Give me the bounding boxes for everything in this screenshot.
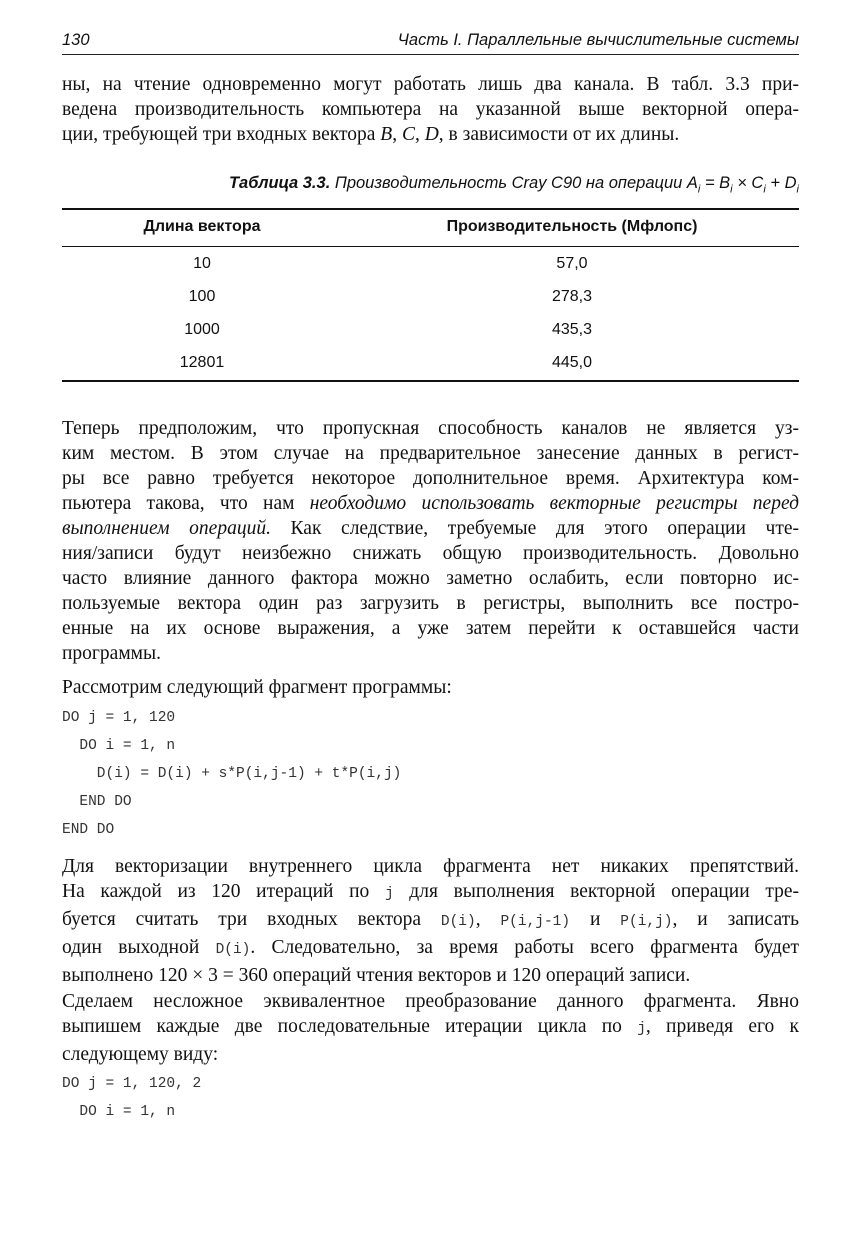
paragraph-vectorization bbox=[62, 854, 799, 988]
running-title: Часть I. Параллельные вычислительные системы bbox=[397, 31, 799, 49]
text-line: ции, требующей три входных вектора B, C, D, в зависимости от их длины. bbox=[62, 124, 680, 145]
code-line: D(i) = D(i) + s*P(i,j-1) + t*P(i,j) bbox=[62, 766, 402, 782]
paragraph-registers bbox=[62, 416, 799, 666]
text-line: енные на их основе выражения, а уже затем перейти к оставшейся части bbox=[62, 618, 799, 639]
text-line: выпишем каждые две последовательные итерации цикла по j, приведя его к bbox=[62, 1016, 799, 1037]
paragraph-consider bbox=[62, 675, 799, 700]
text-line: пользуемые вектора один раз загрузить в регистры, выполнить все постро- bbox=[62, 593, 799, 614]
text-line: программы. bbox=[62, 643, 161, 664]
text-line: следующему виду: bbox=[62, 1044, 219, 1065]
table-cell-length: 1000 bbox=[184, 321, 220, 338]
text-line: выполнено 120 × 3 = 360 операций чтения векторов и 120 операций записи. bbox=[62, 965, 691, 986]
text-line: часто влияние данного фактора можно заметно ослабить, если повторно ис- bbox=[62, 568, 799, 589]
code-line: END DO bbox=[62, 794, 132, 810]
caption-label: Таблица 3.3. bbox=[228, 174, 331, 192]
table-top-rule bbox=[62, 208, 799, 210]
table-cell-performance: 435,3 bbox=[551, 321, 593, 338]
table-caption bbox=[229, 174, 799, 195]
text-line: ры все равно требуется некоторое дополнительное время. Архитектура ком- bbox=[62, 468, 799, 489]
table-cell-performance: 445,0 bbox=[551, 354, 593, 371]
caption-formula: $A_i = B_i \times C_i + D_i$ bbox=[686, 174, 799, 196]
table-cell-length: 100 bbox=[188, 288, 216, 305]
text-line: Теперь предположим, что пропускная способность каналов не является уз- bbox=[62, 418, 799, 439]
table-header-rule bbox=[62, 246, 799, 247]
code-line: DO i = 1, n bbox=[62, 1104, 176, 1120]
text-line: выполнением операций. Как следствие, требуемые для этого операции чте- bbox=[62, 518, 799, 539]
column-header-length: Длина вектора bbox=[143, 218, 261, 235]
table-cell-performance: 278,3 bbox=[551, 288, 593, 305]
paragraph-transform bbox=[62, 989, 799, 1067]
table-cell-performance: 57,0 bbox=[556, 255, 588, 272]
text-line: ким местом. В этом случае на предварительное занесение данных в регист- bbox=[62, 443, 799, 464]
code-listing-1 bbox=[62, 710, 402, 838]
text-line: ны, на чтение одновременно могут работать лишь два канала. В табл. 3.3 при- bbox=[62, 74, 799, 95]
code-line: END DO bbox=[62, 822, 115, 838]
text-line: Сделаем несложное эквивалентное преобразование данного фрагмента. Явно bbox=[62, 991, 799, 1012]
paragraph-intro bbox=[62, 72, 799, 147]
table-bottom-rule bbox=[62, 380, 799, 382]
text-line: пьютера такова, что нам необходимо использовать векторные регистры перед bbox=[62, 493, 799, 514]
column-header-performance: Производительность (Мфлопс) bbox=[446, 218, 698, 235]
text-line: ния/записи будут неизбежно снижать общую производительность. Довольно bbox=[62, 543, 799, 564]
page-number: 130 bbox=[62, 31, 90, 49]
code-line: DO j = 1, 120, 2 bbox=[62, 1076, 202, 1092]
text-line: Рассмотрим следующий фрагмент программы: bbox=[62, 677, 452, 698]
running-header bbox=[62, 28, 799, 55]
code-line: DO j = 1, 120 bbox=[62, 710, 176, 726]
text-line: буется считать три входных вектора D(i), P(i,j-1) и P(i,j), и записать bbox=[62, 909, 800, 930]
code-line: DO i = 1, n bbox=[62, 738, 176, 754]
table-cell-length: 12801 bbox=[179, 354, 225, 371]
table-cell-length: 10 bbox=[193, 255, 211, 272]
text-line: один выходной D(i). Следовательно, за время работы всего фрагмента будет bbox=[62, 937, 799, 958]
code-listing-2 bbox=[62, 1076, 202, 1140]
caption-text: Производительность Cray C90 на операции bbox=[330, 174, 687, 192]
text-line: Для векторизации внутреннего цикла фрагмента нет никаких препятствий. bbox=[62, 856, 799, 877]
text-line: На каждой из 120 итераций по j для выполнения векторной операции тре- bbox=[62, 881, 799, 902]
text-line: ведена производительность компьютера на указанной выше векторной опера- bbox=[62, 99, 799, 120]
